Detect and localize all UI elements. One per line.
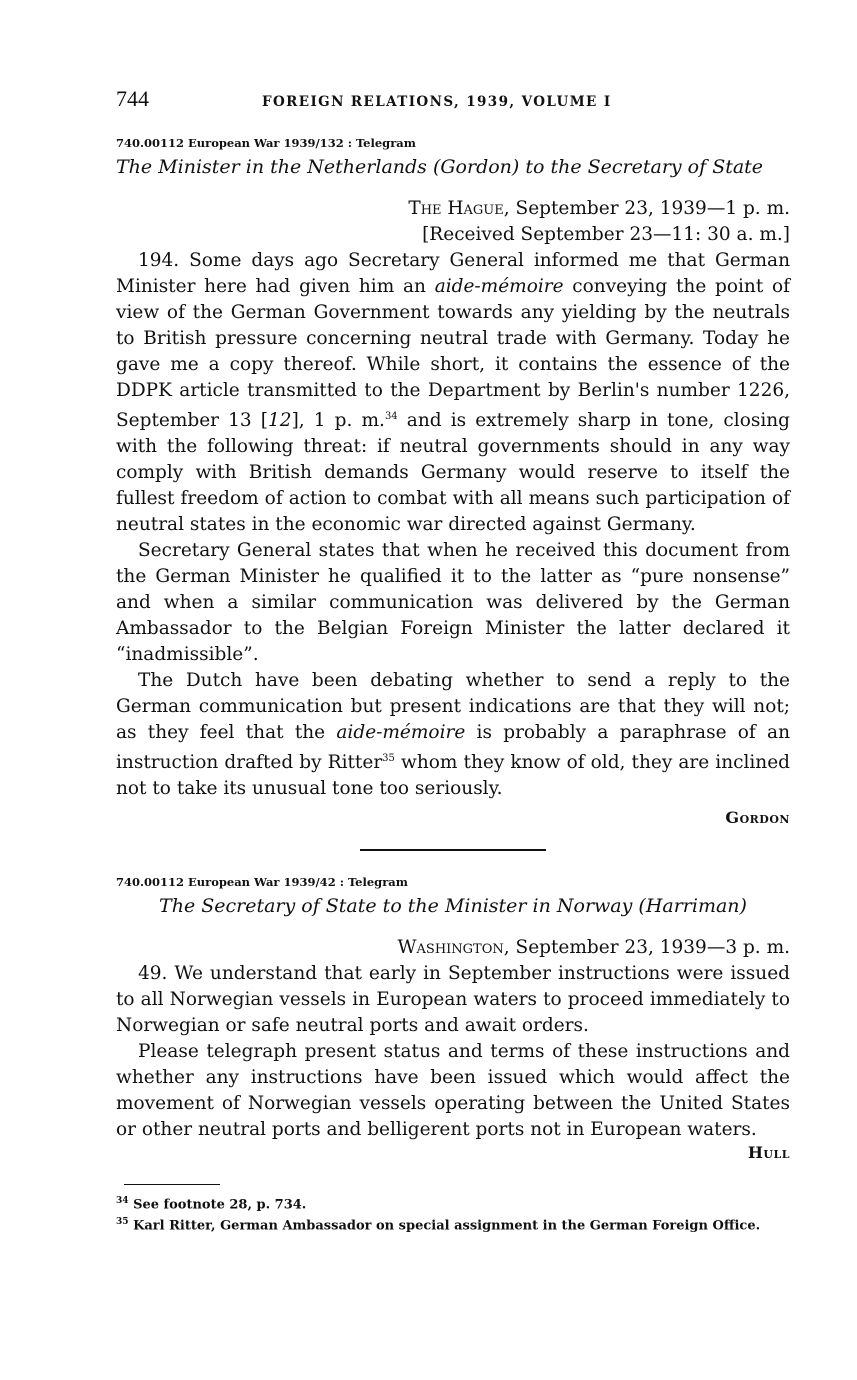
text-run: and is extremely sharp in tone, closing with the following threat: if neutral governments should in any way comply with British demands Germany would reserve to itself the fullest freedom of action to combat with all means such participation of neutral states in the economic war directed against Germany. [116, 410, 790, 536]
text-run: is probably a paraphrase of an instruction drafted by Ritter [116, 722, 790, 774]
page-number: 744 [116, 86, 149, 111]
document-title: The Minister in the Netherlands (Gordon) to the Secretary of State [116, 156, 764, 178]
paragraph: 49. We understand that early in September instructions were issued to all Norwegian vessels in European waters to proceed immediately to Norwegian or safe neutral ports and await orders. [116, 963, 790, 1037]
signature: Gordon [725, 808, 790, 828]
page-header [116, 84, 790, 118]
text-run: whom they know of old, they are inclined not to take its unusual tone too seriously. [116, 752, 791, 800]
dateline-place: Washington [397, 937, 504, 959]
signature: Hull [747, 1143, 790, 1163]
document-1 [116, 136, 790, 827]
footnote-mark: 34 [116, 1196, 129, 1207]
dateline [116, 196, 790, 222]
running-title: FOREIGN RELATIONS, 1939, VOLUME I [262, 94, 612, 110]
paragraph [116, 668, 790, 802]
dateline-date: , September 23, 1939—1 p. m. [503, 198, 790, 219]
footnote [116, 1193, 790, 1213]
received-line: [Received September 23—11: 30 a. m.] [422, 224, 790, 245]
section-divider [360, 849, 546, 851]
footnote-text: Karl Ritter, German Ambassador on special assignment in the German Foreign Office. [133, 1217, 761, 1233]
document-page [116, 84, 790, 1234]
footnote-marker: 34 [384, 411, 398, 422]
italic-term: 12 [268, 410, 292, 432]
document-title: The Secretary of State to the Minister in Norway (Harriman) [159, 895, 747, 918]
document-2 [116, 875, 790, 1162]
dateline-place: The Hague [408, 198, 504, 219]
dateline [116, 935, 790, 961]
file-number: 740.00112 European War 1939/132 : Telegram [116, 136, 416, 150]
text-run: 194. Some days ago Secretary General informed me that German Minister here had given him an [116, 250, 790, 297]
footnote [116, 1214, 790, 1234]
paragraph: Please telegraph present status and terms of these instructions and whether any instructions have been issued which would affect the movement of Norwegian vessels operating between the United States or other neutral ports and belligerent ports not in European waters. [116, 1041, 790, 1141]
dateline-date: , September 23, 1939—3 p. m. [503, 937, 790, 959]
paragraph: Secretary General states that when he received this document from the German Minister he qualified it to the latter as “pure nonsense” and when a similar communication was delivered by the German Ambassador to the Belgian Foreign Minister the latter declared it “inadmissible”. [116, 540, 790, 666]
text-run: ], 1 p. m. [291, 410, 385, 432]
paragraph [116, 248, 790, 538]
footnote-marker: 35 [382, 753, 395, 765]
text-run: The Dutch have been debating whether to send a reply to the German communication but present indications are that they will not; as they feel that the [116, 670, 790, 744]
italic-term: aide-mémoire [336, 722, 466, 744]
file-number: 740.00112 European War 1939/42 : Telegram [116, 875, 408, 890]
footnote-text: See footnote 28, p. 734. [133, 1197, 307, 1213]
footnotes [116, 1193, 790, 1234]
text-run: conveying the point of view of the German Government towards any yielding by the neutrals to British pressure concerning neutral trade with Germany. Today he gave me a copy thereof. While short, it contains the essence of the DDPK article transmitted to the Department by Berlin's number 1226, September 13 [ [116, 276, 790, 432]
italic-term: aide-mémoire [434, 276, 564, 297]
footnote-divider [124, 1184, 220, 1185]
footnote-mark: 35 [116, 1216, 129, 1227]
